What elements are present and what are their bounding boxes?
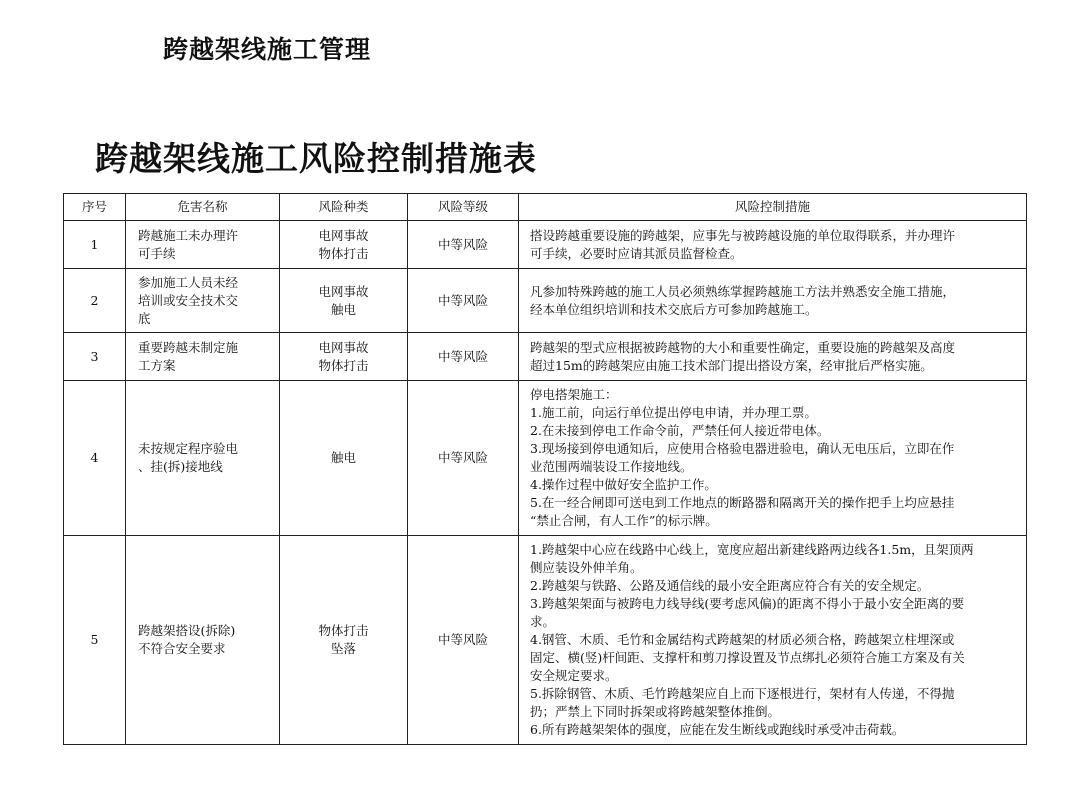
risk-level: 中等风险 [408,221,519,269]
measure-line: 1.施工前，向运行单位提出停电申请，并办理工票。 [530,405,817,420]
control-measures [519,221,1027,269]
hazard-name [126,221,280,269]
measure-line: 3.跨越架架面与被跨电力线导线(要考虑风偏)的距离不得小于最小安全距离的要 [530,596,965,611]
measure-line: 凡参加特殊跨越的施工人员必须熟练掌握跨越施工方法并熟悉安全施工措施， [530,283,956,299]
measure-line: 4.钢管、木质、毛竹和金属结构式跨越架的材质必须合格，跨越架立柱埋深或 [530,632,955,647]
control-measures [519,536,1027,745]
row-number: 1 [64,221,126,269]
measure-line: 6.所有跨越架架体的强度，应能在发生断线或跑线时承受冲击荷载。 [530,722,905,737]
measure-line: 1.跨越架中心应在线路中心线上，宽度应超出新建线路两边线各1.5m，且架顶两 [530,542,974,557]
risk-type-line: 物体打击 [318,245,369,261]
column-header-hazard: 危害名称 [126,194,280,221]
risk-level: 中等风险 [408,269,519,333]
hazard-line: 不符合安全要求 [138,641,226,656]
hazard-name [126,333,280,381]
measure-line: “禁止合闸，有人工作”的标示牌。 [530,513,718,528]
hazard-line: 工方案 [138,357,176,373]
hazard-name [126,381,280,536]
risk-type [280,333,408,381]
measure-line: 业范围两端装设工作接地线。 [530,459,693,474]
table-row [64,269,1027,333]
risk-type-line: 坠落 [330,641,356,656]
table-row [64,221,1027,269]
hazard-line: 重要跨越未制定施 [138,339,239,355]
table-row [64,536,1027,745]
hazard-line: 培训或安全技术交 [138,292,239,308]
risk-control-table [63,193,1027,745]
hazard-name [126,536,280,745]
hazard-line: 、挂(拆)接地线 [138,459,223,474]
risk-type-line: 触电 [330,301,356,317]
hazard-line: 可手续 [138,245,176,261]
measure-line: 求。 [530,614,556,629]
measure-line: 跨越架的型式应根据被跨越物的大小和重要性确定，重要设施的跨越架及高度 [530,339,956,355]
column-header-risk-level: 风险等级 [408,194,519,221]
header-title: 跨越架线施工管理 [163,35,372,64]
row-number: 5 [64,536,126,745]
risk-type [280,381,408,536]
measure-line: 2.在未接到停电工作命令前，严禁任何人接近带电体。 [530,423,830,438]
row-number: 3 [64,333,126,381]
row-number: 4 [64,381,126,536]
risk-level: 中等风险 [408,381,519,536]
hazard-name [126,269,280,333]
measure-line: 侧应装设外伸羊角。 [530,560,643,575]
risk-type-line: 物体打击 [318,623,369,638]
risk-type-line: 电网事故 [318,283,369,299]
control-measures [519,333,1027,381]
risk-type [280,221,408,269]
row-number: 2 [64,269,126,333]
measure-line: 停电搭架施工： [530,387,618,402]
column-header-measures: 风险控制措施 [519,194,1027,221]
hazard-line: 跨越架搭设(拆除) [138,623,236,638]
measure-line: 可手续，必要时应请其派员监督检查。 [530,245,743,261]
risk-level: 中等风险 [408,333,519,381]
risk-level: 中等风险 [408,536,519,745]
control-measures [519,381,1027,536]
table-row [64,381,1027,536]
table-header-row [64,194,1027,221]
hazard-line: 底 [138,310,151,326]
hazard-line: 未按规定程序验电 [138,441,239,456]
page-title: 跨越架线施工风险控制措施表 [95,139,537,178]
measure-line: 3.现场接到停电通知后，应使用合格验电器进验电，确认无电压后，立即在作 [530,441,955,456]
risk-type-line: 电网事故 [318,339,369,355]
measure-line: 5.在一经合闸即可送电到工作地点的断路器和隔离开关的操作把手上均应悬挂 [530,495,955,510]
measure-line: 经本单位组织培训和技术交底后方可参加跨越施工。 [530,301,818,317]
measure-line: 扔；严禁上下同时拆架或将跨越架整体推倒。 [530,704,781,719]
measure-line: 超过15m的跨越架应由施工技术部门提出搭设方案，经审批后严格实施。 [530,357,933,373]
measure-line: 2.跨越架与铁路、公路及通信线的最小安全距离应符合有关的安全规定。 [530,578,930,593]
risk-type-line: 触电 [330,450,356,465]
risk-type-line: 物体打击 [318,357,369,373]
table-row [64,333,1027,381]
measure-line: 搭设跨越重要设施的跨越架，应事先与被跨越设施的单位取得联系，并办理许 [530,227,956,243]
measure-line: 5.拆除钢管、木质、毛竹跨越架应自上而下逐根进行，架材有人传递，不得抛 [530,686,955,701]
column-header-no: 序号 [64,194,126,221]
risk-type [280,536,408,745]
column-header-risk-type: 风险种类 [280,194,408,221]
hazard-line: 参加施工人员未经 [138,274,239,290]
control-measures [519,269,1027,333]
measure-line: 固定、横(竖)杆间距、支撑杆和剪刀撑设置及节点绑扎必须符合施工方案及有关 [530,650,965,665]
hazard-line: 跨越施工未办理许 [138,227,239,243]
measure-line: 安全规定要求。 [530,668,618,683]
measure-line: 4.操作过程中做好安全监护工作。 [530,477,717,492]
risk-type [280,269,408,333]
risk-type-line: 电网事故 [318,227,369,243]
